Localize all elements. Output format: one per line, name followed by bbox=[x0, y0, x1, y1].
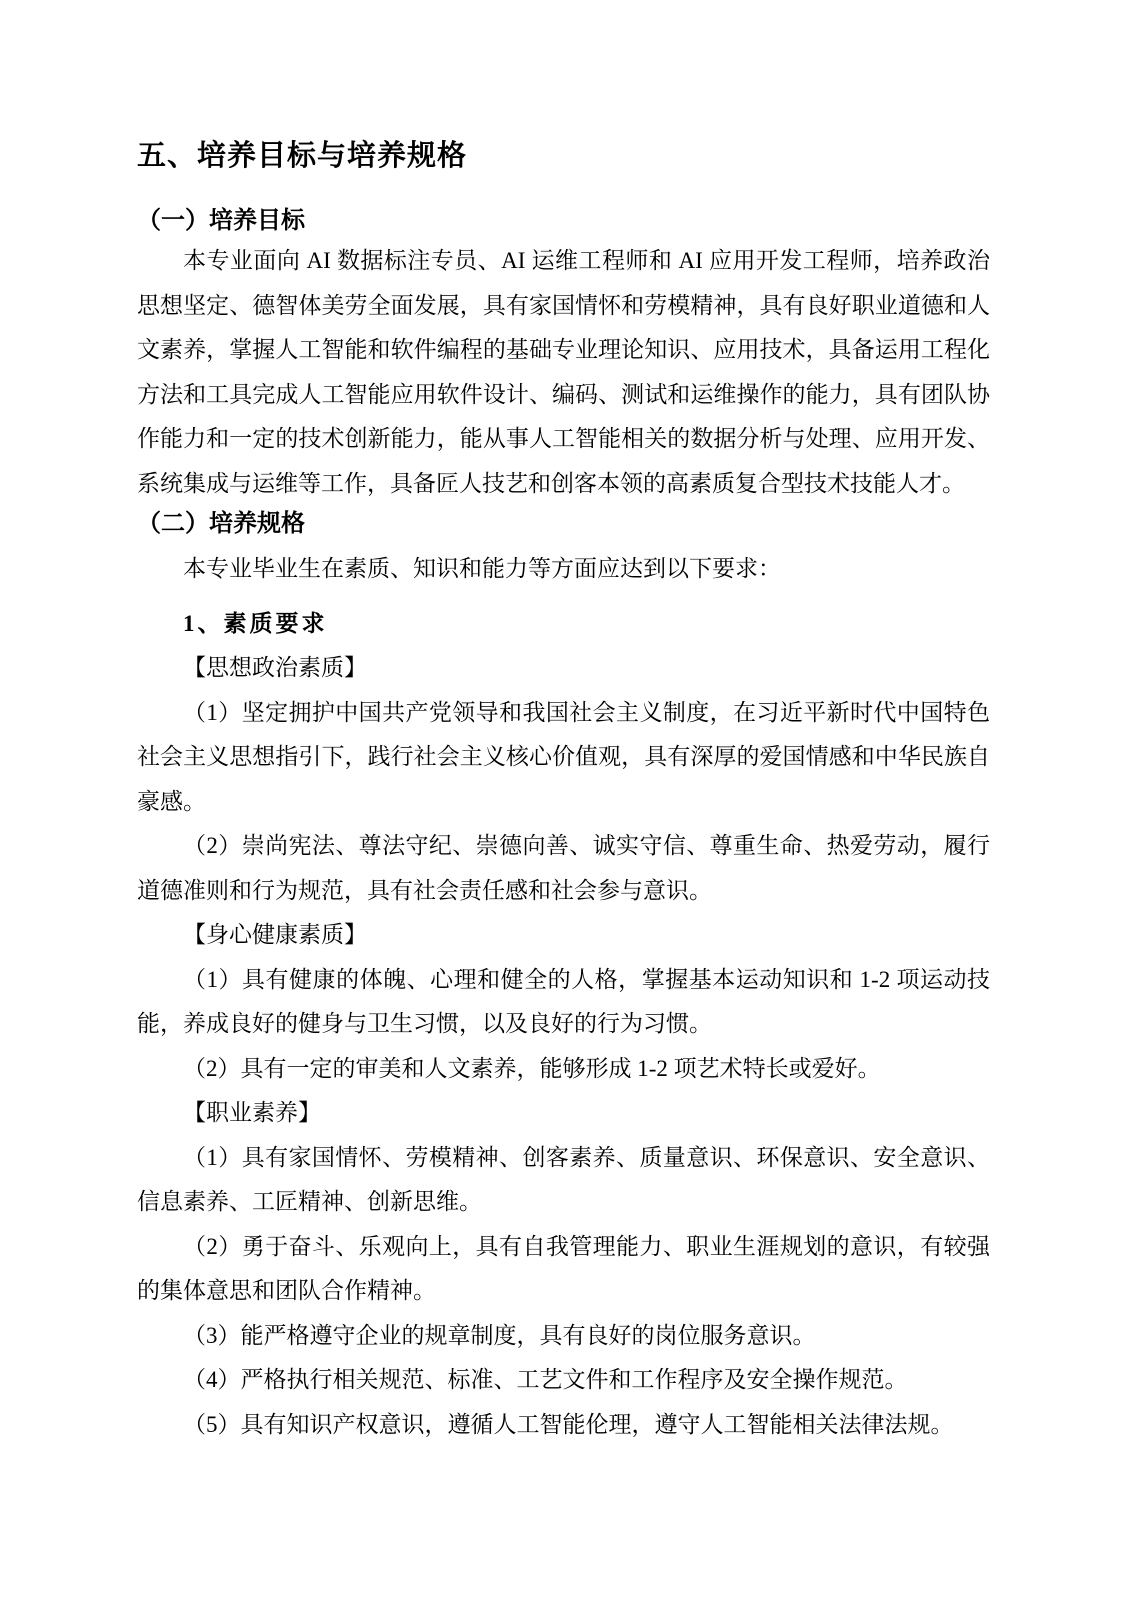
section-heading-training-objectives: （一）培养目标 bbox=[137, 207, 305, 234]
paragraph-professional-item-4: （4）严格执行相关规范、标准、工艺文件和工作程序及安全操作规范。 bbox=[183, 1367, 908, 1392]
paragraph-ideological-item-1: （1）坚定拥护中国共产党领导和我国社会主义制度，在习近平新时代中国特色社会主义思想指引下，践行社会主义核心价值观，具有深厚的爱国情感和中华民族自豪感。 bbox=[137, 699, 990, 814]
paragraph-health-item-1: （1）具有健康的体魄、心理和健全的人格，掌握基本运动知识和 1-2 项运动技能，养成良好的健身与卫生习惯，以及良好的行为习惯。 bbox=[137, 966, 990, 1036]
paragraph-ideological-item-2: （2）崇尚宪法、尊法守纪、崇德向善、诚实守信、尊重生命、热爱劳动，履行道德准则和行为规范，具有社会责任感和社会参与意识。 bbox=[137, 833, 990, 903]
paragraph-health-item-2: （2）具有一定的审美和人文素养，能够形成 1-2 项艺术特长或爱好。 bbox=[183, 1055, 881, 1081]
label-physical-mental-health-quality: 【身心健康素质】 bbox=[183, 922, 367, 947]
paragraph-professional-item-1: （1）具有家国情怀、劳模精神、创客素养、质量意识、环保意识、安全意识、信息素养、工匠精神、创新思维。 bbox=[137, 1144, 990, 1214]
chapter-heading: 五、培养目标与培养规格 bbox=[137, 140, 468, 172]
paragraph-professional-item-2: （2）勇于奋斗、乐观向上，具有自我管理能力、职业生涯规划的意识，有较强的集体意思和团队合作精神。 bbox=[137, 1233, 990, 1303]
paragraph-professional-item-3: （3）能严格遵守企业的规章制度，具有良好的岗位服务意识。 bbox=[183, 1322, 816, 1348]
paragraph-training-objectives: 本专业面向 AI 数据标注专员、AI 运维工程师和 AI 应用开发工程师，培养政治思想坚定、德智体美劳全面发展，具有家国情怀和劳模精神，具有良好职业道德和人文素养，掌握人工智能和软件编程的基础专业理论知识、应用技术，具备运用工程化方法和工具完成人工智能应用软件设计、编码、测试和运维操作的能力，具有团队协作能力和一定的技术创新能力，能从事人工智能相关的数据分析与处理、应用开发、系统集成与运维等工作，具备匠人技艺和创客本领的高素质复合型技术技能人才。 bbox=[137, 248, 990, 496]
subsection-heading-quality-requirements: 1、素质要求 bbox=[183, 610, 328, 636]
paragraph-professional-item-5: （5）具有知识产权意识，遵循人工智能伦理，遵守人工智能相关法律法规。 bbox=[183, 1411, 954, 1437]
paragraph-specifications-intro: 本专业毕业生在素质、知识和能力等方面应达到以下要求： bbox=[183, 556, 781, 581]
label-professional-quality: 【职业素养】 bbox=[183, 1100, 321, 1125]
section-heading-training-specifications: （二）培养规格 bbox=[137, 510, 305, 537]
label-ideological-political-quality: 【思想政治素质】 bbox=[183, 655, 367, 680]
